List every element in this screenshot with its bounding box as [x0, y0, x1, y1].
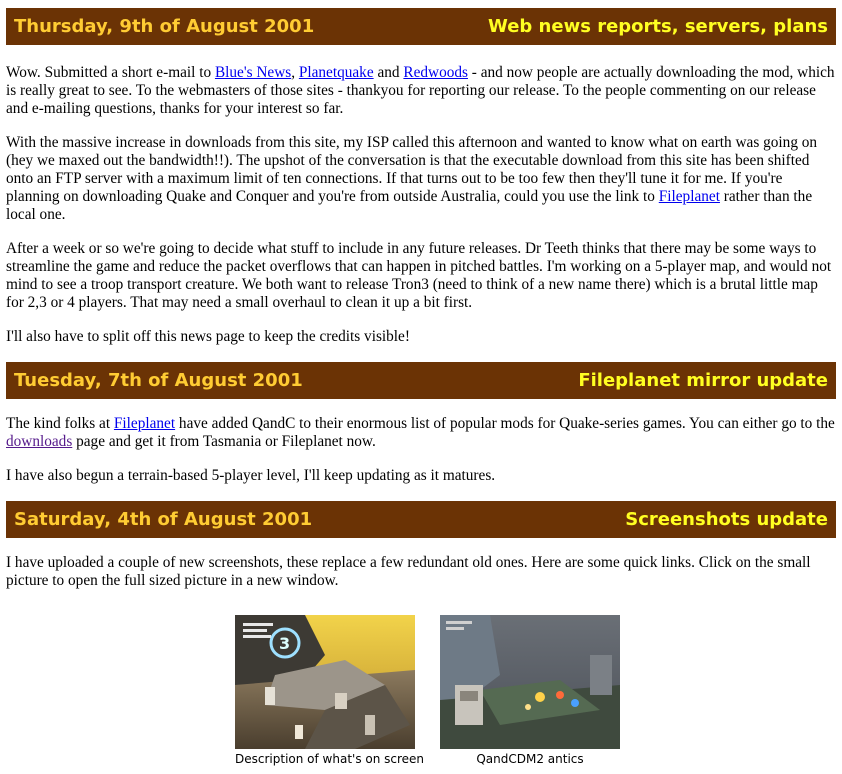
news-date: Thursday, 9th of August 2001 — [14, 16, 315, 37]
paragraph-text: have added QandC to their enormous list of popular mods for Quake-series games. You can either go to the — [175, 415, 835, 432]
news-headline: Screenshots update — [625, 509, 828, 530]
paragraph-text: , — [291, 64, 299, 81]
downloads-link[interactable]: downloads — [6, 433, 73, 450]
news-headline: Web news reports, servers, plans — [487, 16, 828, 37]
paragraph-text: rather than the local one. — [6, 188, 813, 223]
news-header-bar — [6, 501, 836, 538]
planetquake-link[interactable]: Planetquake — [298, 64, 374, 81]
news-paragraph: I have uploaded a couple of new screenshots, these replace a few redundant old ones. Here are some quick links. Click on the small picture to open the full sized picture in a new window. — [6, 554, 811, 589]
screenshot-item — [440, 615, 620, 766]
news-paragraph: I have also begun a terrain-based 5-player level, I'll keep updating as it matures. — [6, 467, 496, 484]
news-date: Saturday, 4th of August 2001 — [14, 509, 313, 530]
news-header-bar — [6, 362, 836, 399]
paragraph-text: The kind folks at — [6, 415, 114, 432]
news-headline: Fileplanet mirror update — [578, 370, 828, 391]
redwoods-link[interactable]: Redwoods — [403, 64, 468, 81]
news-page — [6, 8, 836, 590]
paragraph-text: and — [373, 64, 404, 81]
news-header-bar — [6, 8, 836, 45]
screenshot-item — [235, 615, 424, 766]
news-date: Tuesday, 7th of August 2001 — [14, 370, 303, 391]
screenshot-thumbnail-1[interactable] — [235, 615, 415, 749]
screenshot-caption: QandCDM2 antics — [476, 752, 584, 766]
news-paragraph: I'll also have to split off this news page to keep the credits visible! — [6, 328, 410, 345]
fileplanet-link[interactable]: Fileplanet — [658, 188, 720, 205]
paragraph-text: With the massive increase in downloads from this site, my ISP called this afternoon and wanted to know what on earth was going on (hey we maxed out the bandwidth!!). The upshot of the conversation is that the executable download from this site has been shifted onto an FTP server with a maximum limit of ten connections. If that turns out to be too few then they'll tune it for me. If you're planning on downloading Quake and Conquer and you're from outside Australia, could you use the link to — [6, 134, 818, 205]
screenshot-caption: Description of what's on screen — [235, 752, 425, 766]
screenshot-thumbnail-2[interactable] — [440, 615, 620, 749]
game-screenshot-2-image — [440, 615, 620, 749]
paragraph-text: - and now people are actually downloading the mod, which is really great to see. To the webmasters of those sites - thankyou for reporting our release. To the people commenting on our release and e-mailing questions, thanks for your interest so far. — [6, 64, 835, 117]
paragraph-text: Wow. Submitted a short e-mail to — [6, 64, 215, 81]
news-paragraph: After a week or so we're going to decide what stuff to include in any future releases. Dr Teeth thinks that there may be some ways to streamline the game and reduce the packet overflows that can happen in pitched battles. I'm working on a 5-player map, and would not mind to see a troop transport creature. We both want to release Tron3 (need to think of a new name there) which is a brutal little map for 2,3 or 4 players. That may need a small overhaul to clean it up a bit first. — [6, 240, 832, 311]
news-paragraph — [6, 64, 836, 118]
blues-news-link[interactable]: Blue's News — [214, 64, 292, 81]
paragraph-text: page and get it from Tasmania or Fileplanet now. — [72, 433, 376, 450]
news-paragraph — [6, 134, 836, 224]
svg-text:3: 3 — [279, 634, 291, 653]
news-paragraph — [6, 415, 836, 451]
game-screenshot-1-image — [235, 615, 415, 749]
fileplanet-link[interactable]: Fileplanet — [113, 415, 176, 432]
screenshot-gallery — [0, 615, 842, 774]
